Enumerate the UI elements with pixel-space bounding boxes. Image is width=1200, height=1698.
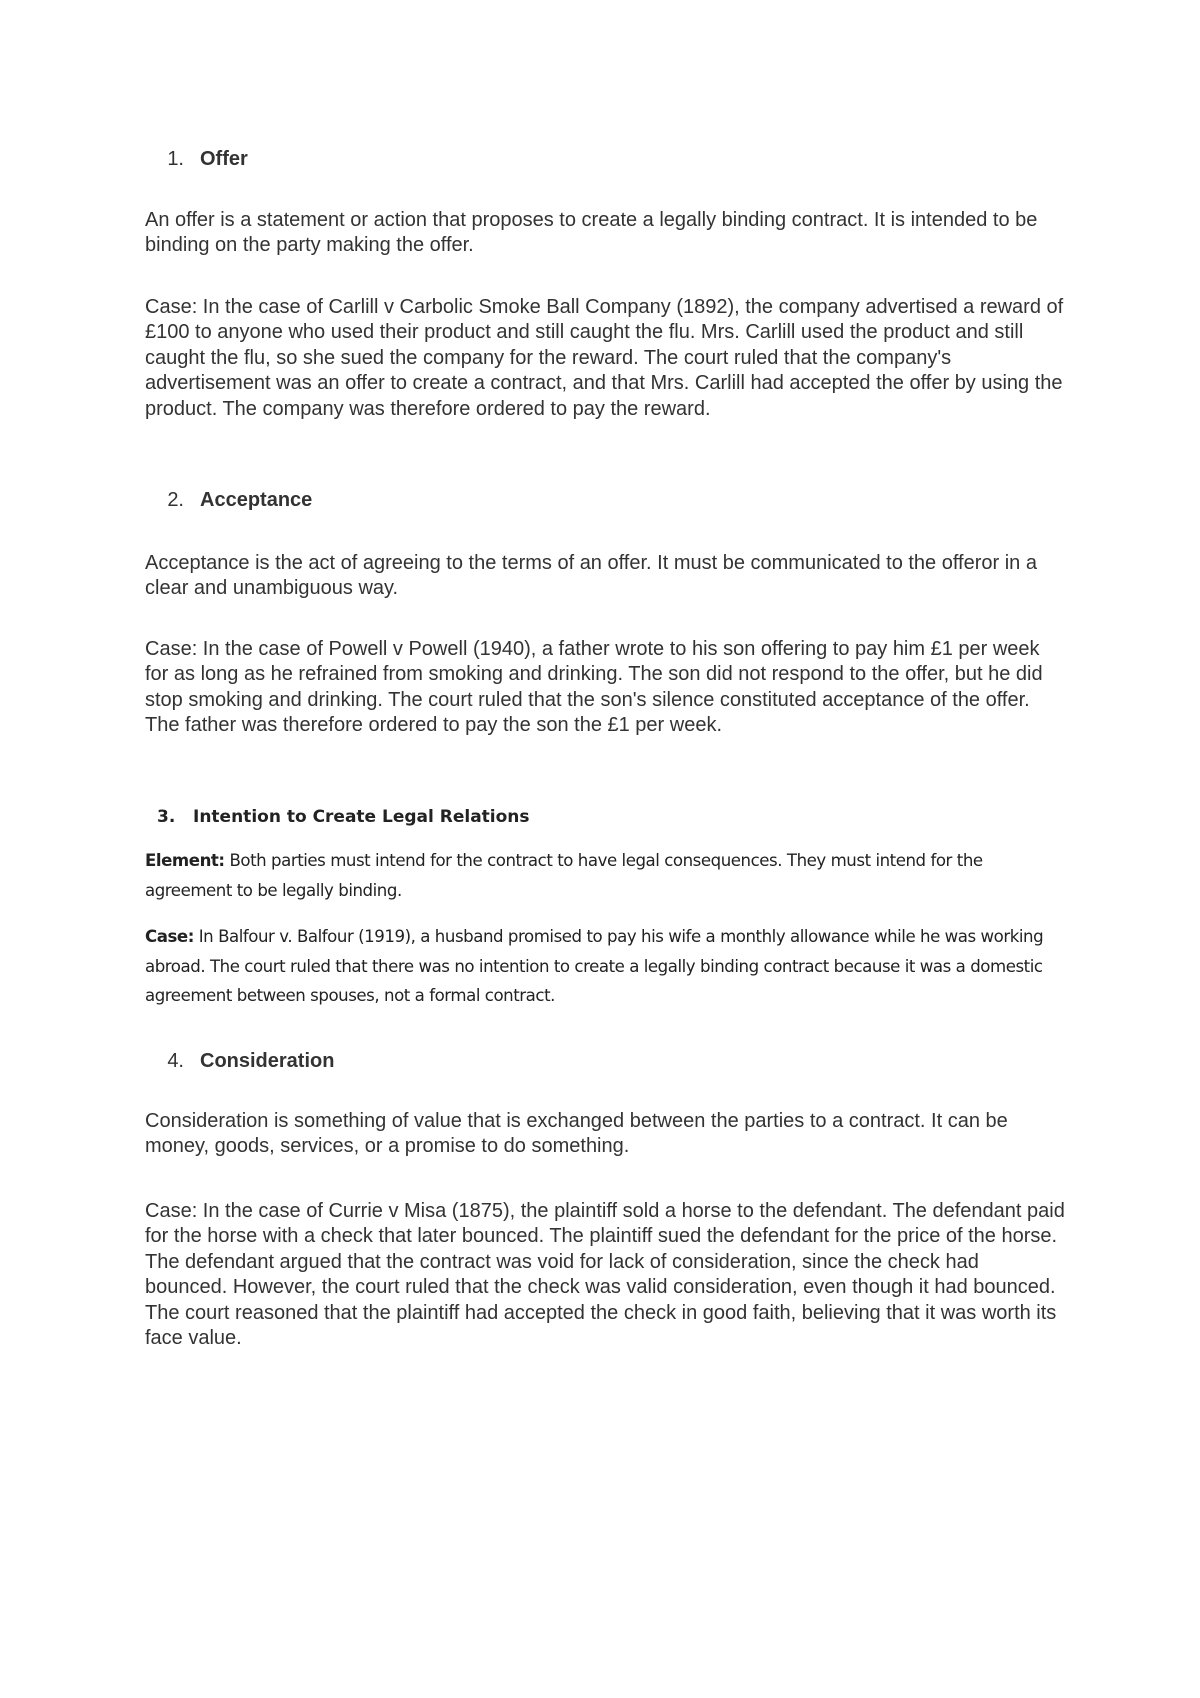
section-number: 3. [157, 807, 176, 827]
acceptance-definition-block [145, 551, 1065, 602]
consideration-definition-block [145, 1109, 1065, 1160]
acceptance-case: Case: In the case of Powell v Powell (1940), a father wrote to his son offering to pay him £1 per week for as long as he refrained from smoking and drinking. The son did not respond to the offer, but he did stop smoking and drinking. The court ruled that the son's silence constituted acceptance of the offer. The father was therefore ordered to pay the son the £1 per week. [145, 638, 1043, 737]
section-number: 4. [167, 1050, 184, 1072]
section-intention [145, 805, 1065, 829]
section-heading [145, 146, 1065, 172]
intention-element [145, 846, 1065, 905]
section-title: Offer [200, 148, 248, 170]
section-heading [145, 1048, 1065, 1074]
offer-case: Case: In the case of Carlill v Carbolic Smoke Ball Company (1892), the company advertised a reward of £100 to anyone who used their product and still caught the flu. Mrs. Carlill used the product and still caught the flu, so she sued the company for the reward. The court ruled that the company's advertisement was an offer to create a contract, and that Mrs. Carlill had accepted the offer by using the product. The company was therefore ordered to pay the reward. [145, 296, 1064, 420]
section-consideration [145, 1048, 1065, 1074]
section-number: 2. [167, 489, 184, 511]
acceptance-definition: Acceptance is the act of agreeing to the terms of an offer. It must be communicated to the offeror in a clear and unambiguous way. [145, 552, 1037, 600]
section-title: Intention to Create Legal Relations [193, 807, 530, 827]
intention-case [145, 922, 1065, 1011]
offer-case-block [145, 295, 1065, 422]
intention-case-block [145, 922, 1065, 1011]
section-heading [145, 805, 1065, 829]
section-title: Acceptance [200, 489, 313, 511]
case-label: Case: [145, 927, 194, 946]
section-number: 1. [167, 148, 184, 170]
consideration-definition: Consideration is something of value that is exchanged between the parties to a contract. It can be money, goods, services, or a promise to do something. [145, 1110, 1008, 1158]
section-acceptance [145, 487, 1065, 513]
offer-definition-block [145, 208, 1065, 259]
section-title: Consideration [200, 1050, 335, 1072]
consideration-case: Case: In the case of Currie v Misa (1875), the plaintiff sold a horse to the defendant. The defendant paid for the horse with a check that later bounced. The plaintiff sued the defendant for the price of the horse. The defendant argued that the contract was void for lack of consideration, since the check had bounced. However, the court ruled that the check was valid consideration, even though it had bounced. The court reasoned that the plaintiff had accepted the check in good faith, believing that it was worth its face value. [145, 1200, 1065, 1350]
element-label: Element: [145, 851, 225, 870]
consideration-case-block [145, 1199, 1065, 1351]
intention-element-block [145, 846, 1065, 905]
case-text: In Balfour v. Balfour (1919), a husband promised to pay his wife a monthly allowance while he was working abroad. The court ruled that there was no intention to create a legally binding contract because it was a domestic agreement between spouses, not a formal contract. [145, 927, 1044, 1005]
section-heading [145, 487, 1065, 513]
acceptance-case-block [145, 637, 1065, 739]
section-offer [145, 146, 1065, 172]
element-text: Both parties must intend for the contract to have legal consequences. They must intend for the agreement to be legally binding. [145, 851, 983, 900]
offer-definition: An offer is a statement or action that proposes to create a legally binding contract. It is intended to be binding on the party making the offer. [145, 209, 1038, 257]
